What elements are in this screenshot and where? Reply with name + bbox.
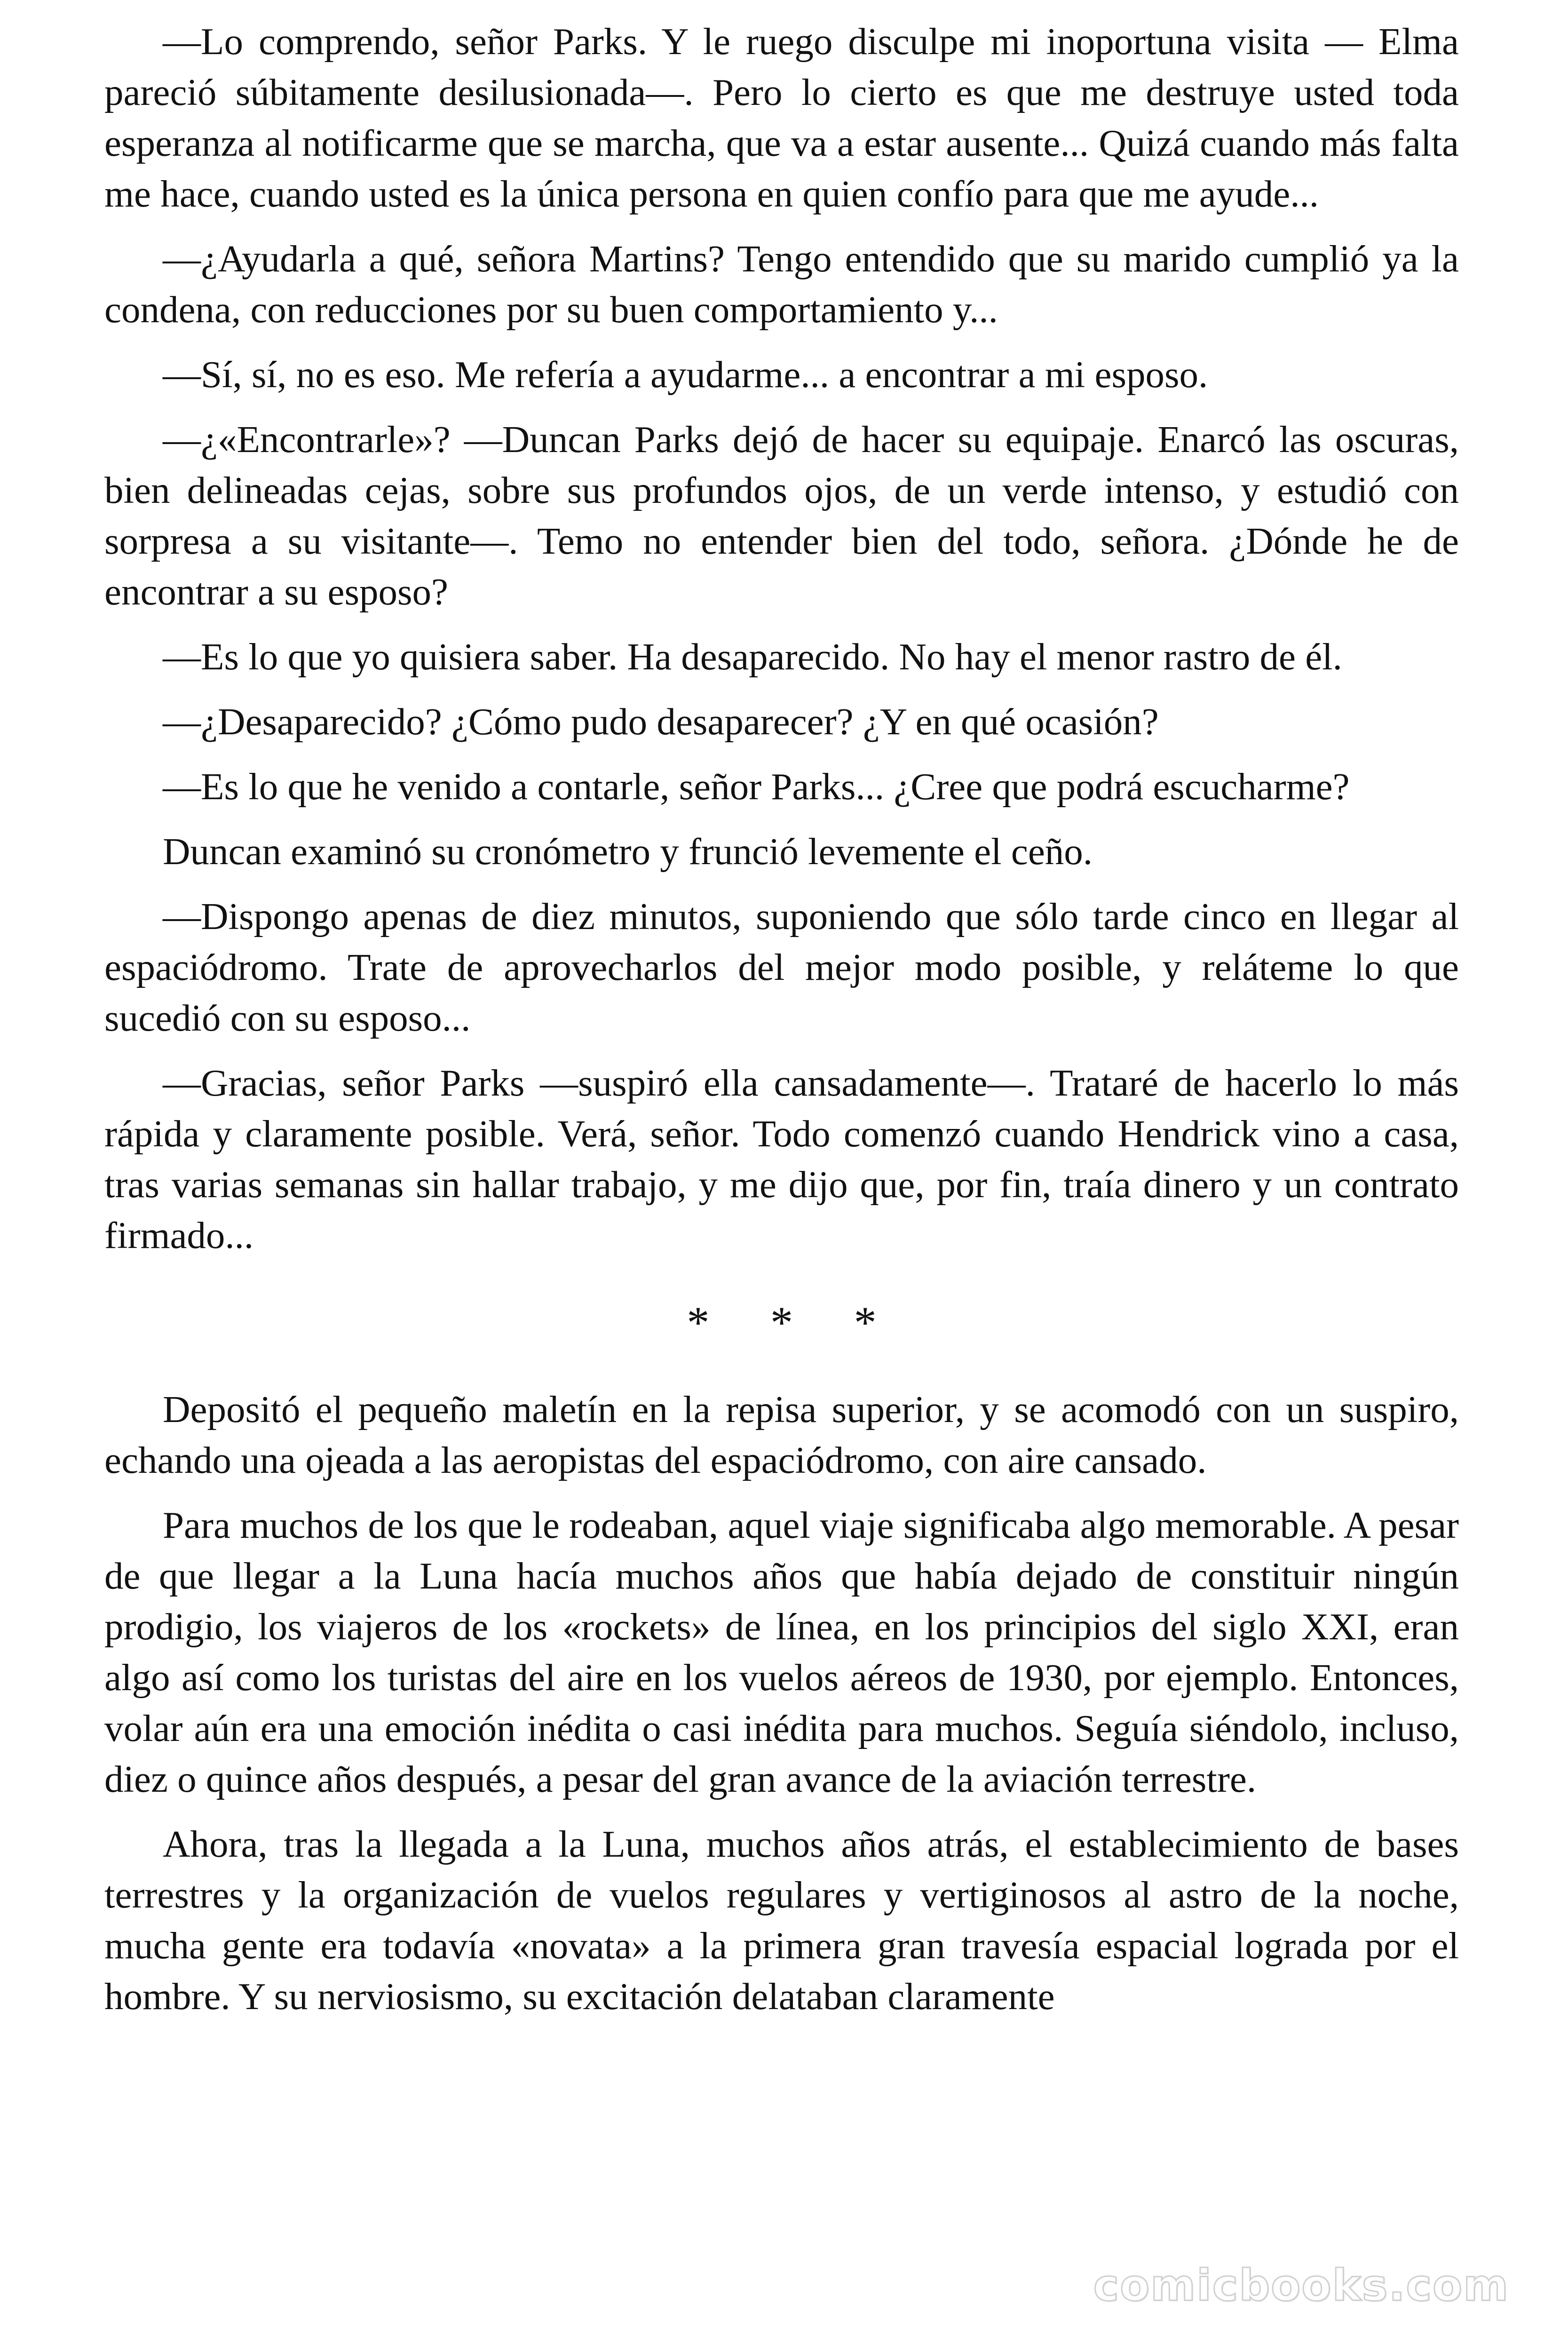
paragraph: —¿«Encontrarle»? —Duncan Parks dejó de hacer su equipaje. Enarcó las oscuras, bien delineadas cejas, sobre sus profundos ojos, de un verde intenso, y estudió con sorpresa a su visitante—. Temo no entender bien del todo, señora. ¿Dónde he de encontrar a su esposo? — [104, 418, 1459, 613]
paragraph: —Gracias, señor Parks —suspiró ella cansadamente—. Trataré de hacerlo lo más rápida y claramente posible. Verá, señor. Todo comenzó cuando Hendrick vino a casa, tras varias semanas sin hallar trabajo, y me dijo que, por fin, traía dinero y un contrato firmado... — [104, 1062, 1459, 1256]
paragraph: —¿Desaparecido? ¿Cómo pudo desaparecer? ¿Y en qué ocasión? — [163, 700, 1159, 743]
paragraph: —Sí, sí, no es eso. Me refería a ayudarme... a encontrar a mi esposo. — [163, 353, 1208, 396]
paragraph: Duncan examinó su cronómetro y frunció levemente el ceño. — [163, 830, 1093, 873]
paragraph: —Es lo que yo quisiera saber. Ha desaparecido. No hay el menor rastro de él. — [163, 636, 1342, 678]
paragraph: —Lo comprendo, señor Parks. Y le ruego disculpe mi inoportuna visita — Elma pareció súbitamente desilusionada—. Pero lo cierto es que me destruye usted toda esperanza al notificarme que se marcha, que va a estar ausente... Quizá cuando más falta me hace, cuando usted es la única persona en quien confío para que me ayude... — [104, 20, 1459, 215]
paragraph: Ahora, tras la llegada a la Luna, muchos años atrás, el establecimiento de bases terrestres y la organización de vuelos regulares y vertiginosos al astro de la noche, mucha gente era todavía «novata» a la primera gran travesía espacial lograda por el hombre. Y su nerviosismo, su excitación delataban claramente — [104, 1823, 1459, 2018]
paragraph: Para muchos de los que le rodeaban, aquel viaje significaba algo memorable. A pesar de que llegar a la Luna hacía muchos años que había dejado de constituir ningún prodigio, los viajeros de los «rockets» de línea, en los principios del siglo XXI, eran algo así como los turistas del aire en los vuelos aéreos de 1930, por ejemplo. Entonces, volar aún era una emoción inédita o casi inédita para muchos. Seguía siéndolo, incluso, diez o quince años después, a pesar del gran avance de la aviación terrestre. — [104, 1504, 1459, 1800]
body-text — [104, 16, 1459, 2036]
watermark: comicbooks.com — [1093, 2260, 1509, 2311]
paragraph: —Es lo que he venido a contarle, señor Parks... ¿Cree que podrá escucharme? — [163, 765, 1350, 808]
paragraph: —¿Ayudarla a qué, señora Martins? Tengo entendido que su marido cumplió ya la condena, con reducciones por su buen comportamiento y... — [104, 238, 1459, 331]
paragraph: Depositó el pequeño maletín en la repisa superior, y se acomodó con un suspiro, echando una ojeada a las aeropistas del espaciódromo, con aire cansado. — [104, 1388, 1459, 1481]
paragraph: —Dispongo apenas de diez minutos, suponiendo que sólo tarde cinco en llegar al espaciódromo. Trate de aprovecharlos del mejor modo posible, y reláteme lo que sucedió con su esposo... — [104, 895, 1459, 1039]
section-break: * * * — [687, 1297, 902, 1348]
